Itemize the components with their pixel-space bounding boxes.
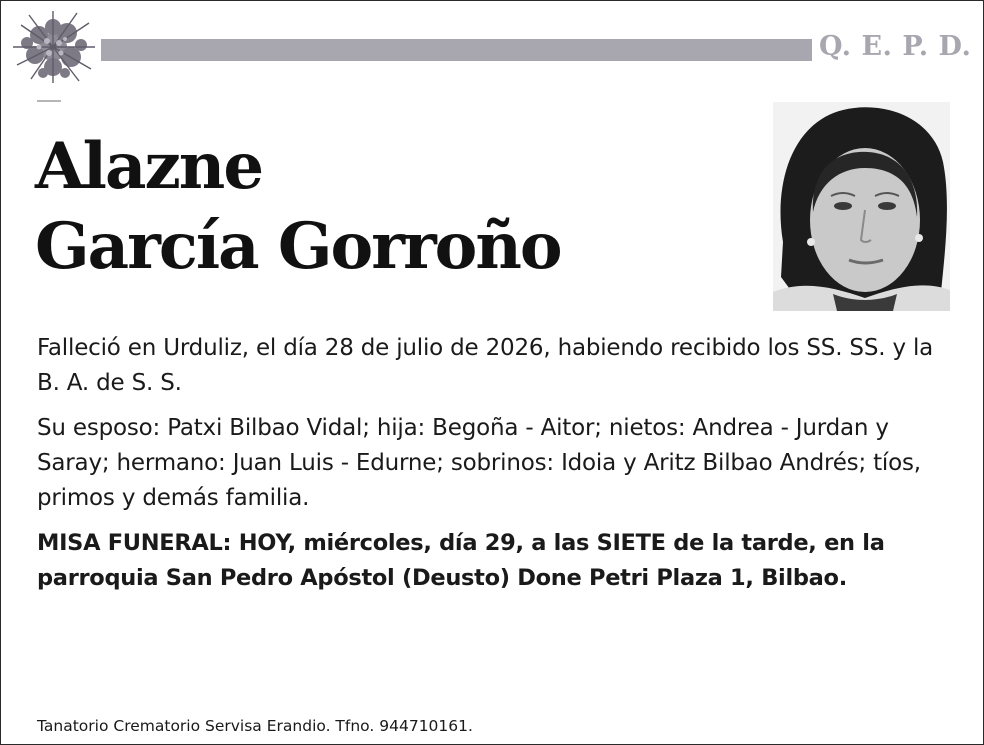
family-list: Su esposo: Patxi Bilbao Vidal; hija: Begoña - Aitor; nietos: Andrea - Jurdan y Saray; hermano: Juan Luis - Edurne; sobrinos: Idoia y Aritz Bilbao Andrés; tíos, primos y demás familia. — [37, 415, 921, 511]
funeral-details: MISA FUNERAL: HOY, miércoles, día 29, a las SIETE de la tarde, en la parroquia San Pedro Apóstol (Deusto) Done Petri Plaza 1, Bilbao. — [37, 530, 885, 591]
portrait-photo — [773, 102, 950, 311]
obituary-text — [37, 331, 947, 606]
header-rule — [101, 39, 812, 61]
funeral-home-footer: Tanatorio Crematorio Servisa Erandio. Tfno. 944710161. — [37, 717, 473, 735]
divider — [37, 100, 61, 102]
qepd-heading: Q. E. P. D. — [819, 31, 972, 62]
deceased-name — [35, 127, 735, 287]
death-notice: Falleció en Urduliz, el día 28 de julio de 2026, habiendo recibido los SS. SS. y la B. A. de S. S. — [37, 335, 934, 396]
surnames: García Gorroño — [35, 209, 561, 284]
flower-icon — [9, 7, 97, 85]
first-name: Alazne — [35, 129, 263, 204]
